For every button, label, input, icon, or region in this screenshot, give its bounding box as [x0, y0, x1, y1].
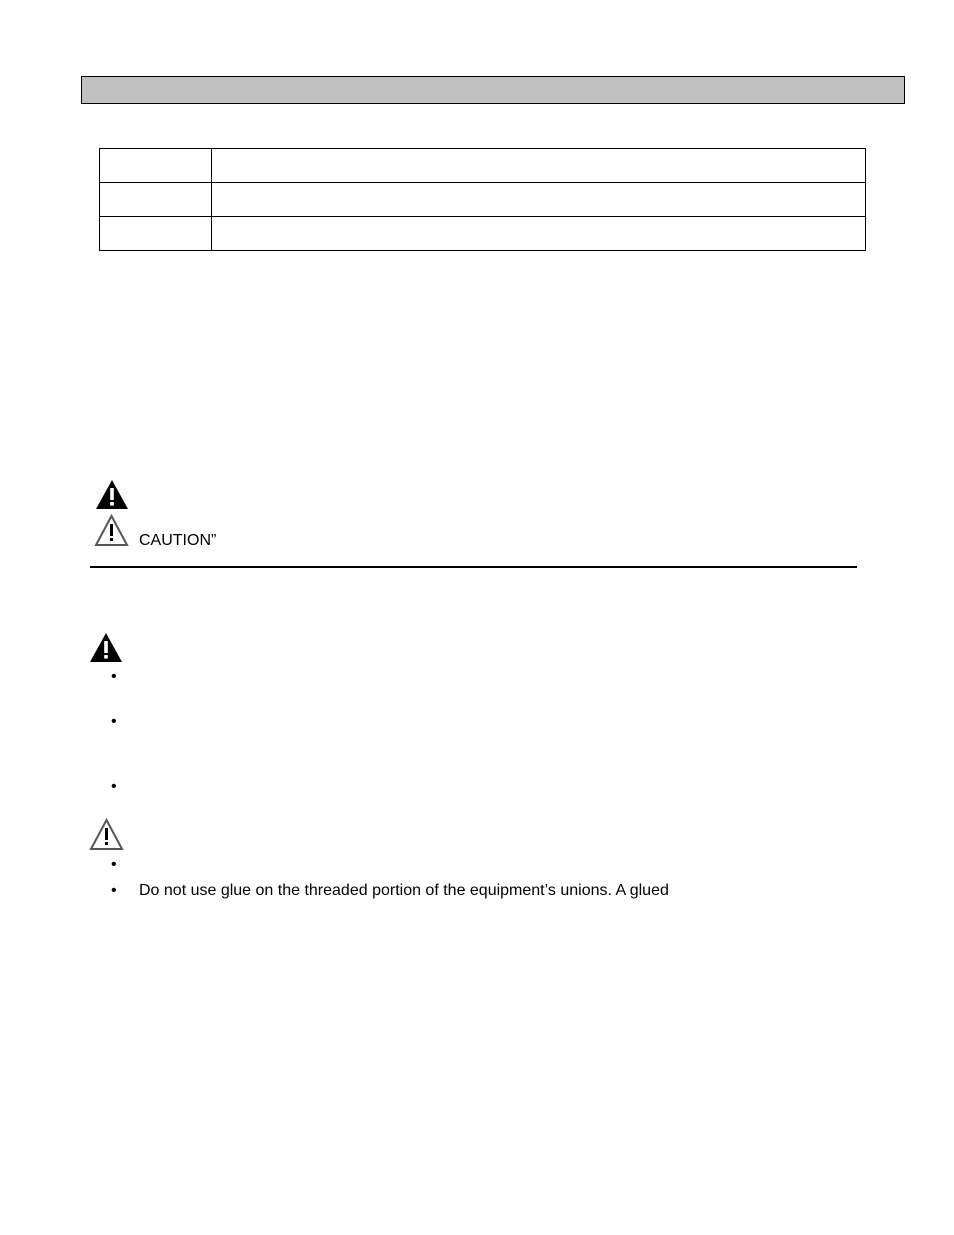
section-header-bar — [81, 76, 905, 104]
section-title — [82, 82, 90, 99]
table-cell — [100, 183, 212, 217]
bullet-marker: • — [111, 856, 117, 873]
caution-label: CAUTION” — [139, 532, 217, 549]
table-cell — [100, 217, 212, 251]
table-cell — [212, 217, 866, 251]
caution-item: Do not use glue on the threaded portion of the equipment’s unions. A glued — [139, 882, 669, 899]
caution-icon — [89, 818, 124, 851]
bullet-marker: • — [111, 778, 117, 795]
bullet-marker: • — [111, 668, 117, 685]
warning-icon — [89, 632, 123, 663]
info-table — [99, 148, 866, 251]
bullet-marker: • — [111, 882, 117, 899]
table-row — [100, 217, 866, 251]
warning-icon — [95, 479, 129, 510]
table-cell — [100, 149, 212, 183]
table-row — [100, 183, 866, 217]
table-cell — [212, 183, 866, 217]
bullet-marker: • — [111, 713, 117, 730]
table-row — [100, 149, 866, 183]
horizontal-rule — [90, 566, 857, 568]
caution-icon — [94, 514, 129, 547]
table-cell — [212, 149, 866, 183]
